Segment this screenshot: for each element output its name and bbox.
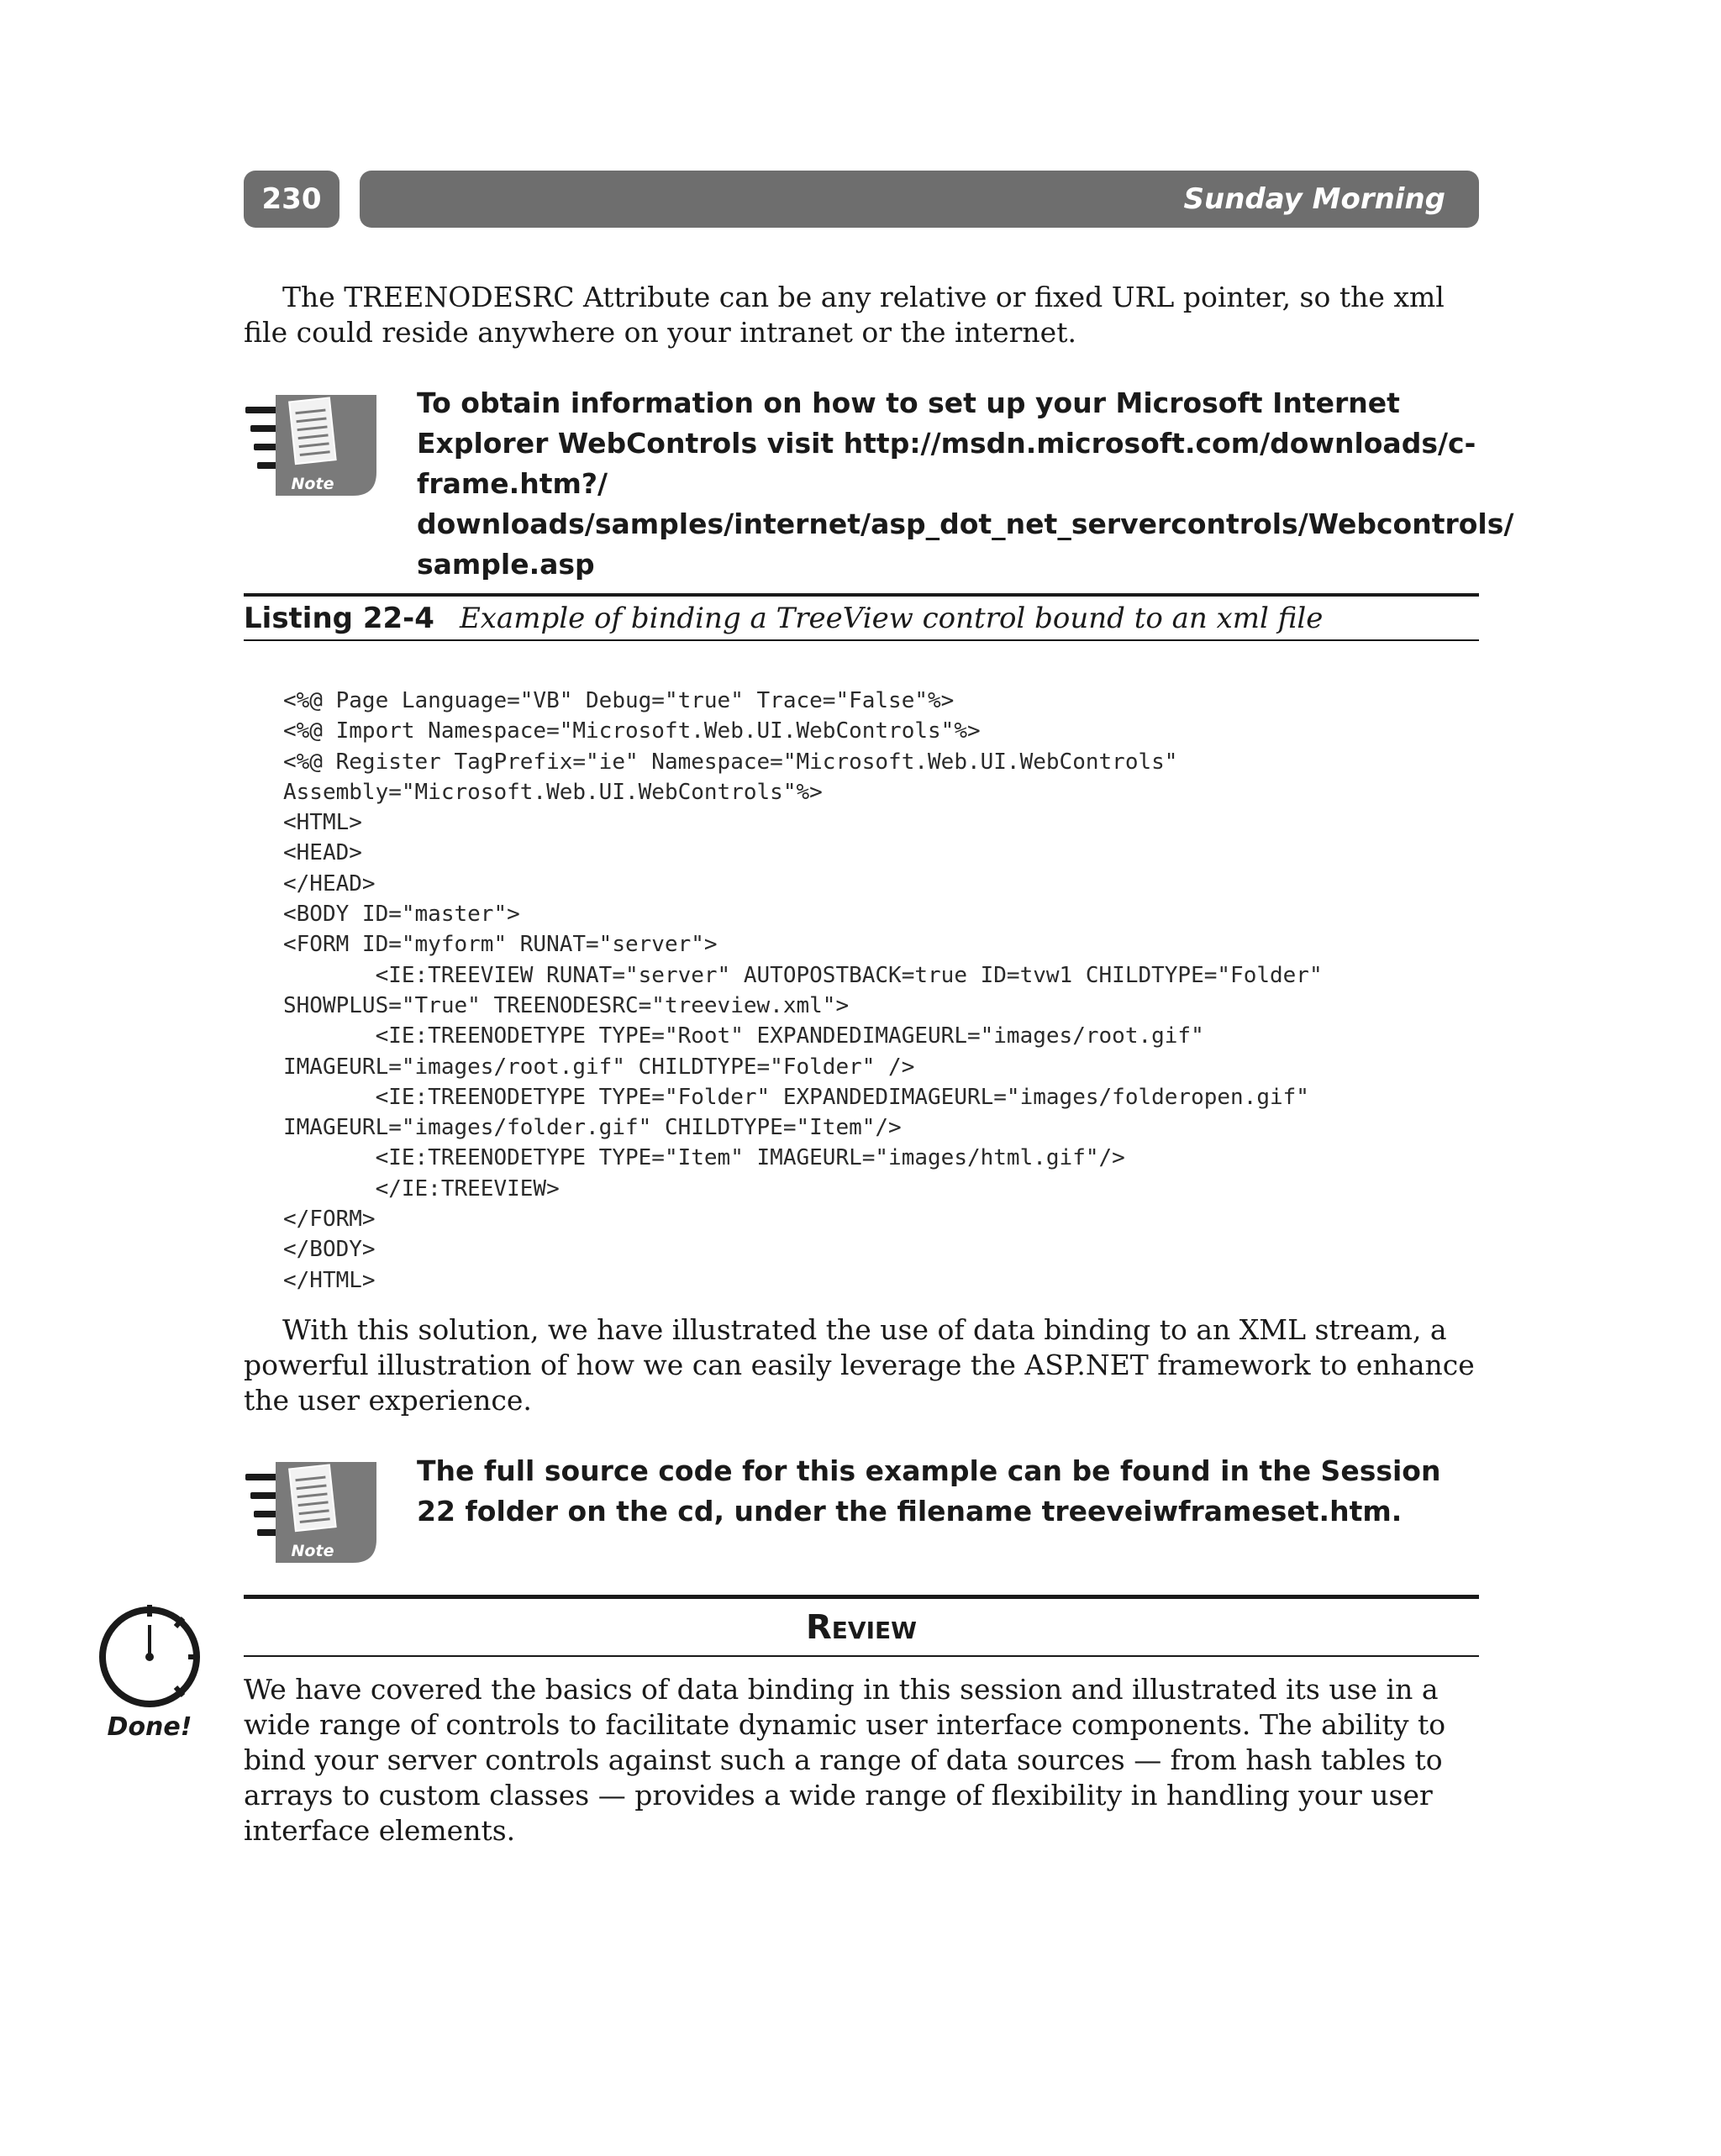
review-top-rule (244, 1595, 1479, 1599)
listing-bottom-rule (244, 639, 1479, 641)
listing-caption (244, 598, 1479, 639)
page-number: 230 (244, 171, 339, 228)
note-icon (242, 388, 382, 497)
listing-top-rule (244, 593, 1479, 597)
done-label: Done! (107, 1712, 192, 1742)
listing-title: Example of binding a TreeView control bound to an xml file (459, 602, 1324, 635)
running-title: Sunday Morning (360, 171, 1479, 228)
note-text: To obtain information on how to set up your Microsoft Internet Explorer WebControls visit http://msdn.microsoft.com/downloads/c-frame.htm?/ downloads/samples/internet/asp_dot_net_servercontrols/Webcontrols/ sample.asp (417, 387, 1514, 581)
note-icon-label: Note (291, 475, 334, 493)
review-heading: Review (805, 1608, 918, 1647)
clock-icon (94, 1596, 208, 1711)
paragraph-treenodesrc: The TREENODESRC Attribute can be any relative or fixed URL pointer, so the xml file could reside anywhere on your intranet or the internet. (244, 281, 1445, 349)
code-listing: <%@ Page Language="VB" Debug="true" Trace="False"%> <%@ Import Namespace="Microsoft.Web.UI.WebControls"%> <%@ Register TagPrefix="ie" Namespace="Microsoft.Web.UI.WebControls" Assembly="Microsoft.Web.UI.WebControls"%> <HTML> <HEAD> </HEAD> <BODY ID="master"> <FORM ID="myform" RUNAT="server"> <IE:TREEVIEW RUNAT="server" AUTOPOSTBACK=true ID=tvw1 CHILDTYPE="Folder" SHOWPLUS="True" TREENODESRC="treeview.xml"> <IE:TREENODETYPE TYPE="Root" EXPANDEDIMAGEURL="images/root.gif" IMAGEURL="images/root.gif" CHILDTYPE="Folder" /> <IE:TREENODETYPE TYPE="Folder" EXPANDEDIMAGEURL="images/folderopen.gif" IMAGEURL="images/folder.gif" CHILDTYPE="Item"/> <IE:TREENODETYPE TYPE="Item" IMAGEURL="images/html.gif"/> </IE:TREEVIEW> </FORM> </BODY> </HTML> (283, 688, 1323, 1293)
paragraph-solution: With this solution, we have illustrated the use of data binding to an XML stream, a powerful illustration of how we can easily leverage the ASP.NET framework to enhance the user experience. (244, 1313, 1475, 1417)
note-text: The full source code for this example can be found in the Session 22 folder on the cd, under the filename treeveiwframeset.htm. (417, 1454, 1441, 1528)
review-paragraph: We have covered the basics of data binding in this session and illustrated its use in a wide range of controls to facilitate dynamic user interface components. The ability to bind your server controls against such a range of data sources — from hash tables to arrays to custom classes — provides a wide range of flexibility in handling your user interface elements. (244, 1673, 1446, 1847)
note-icon (242, 1455, 382, 1564)
note-icon-label: Note (291, 1542, 334, 1560)
listing-number: Listing 22-4 (244, 602, 434, 635)
review-bottom-rule (244, 1655, 1479, 1657)
